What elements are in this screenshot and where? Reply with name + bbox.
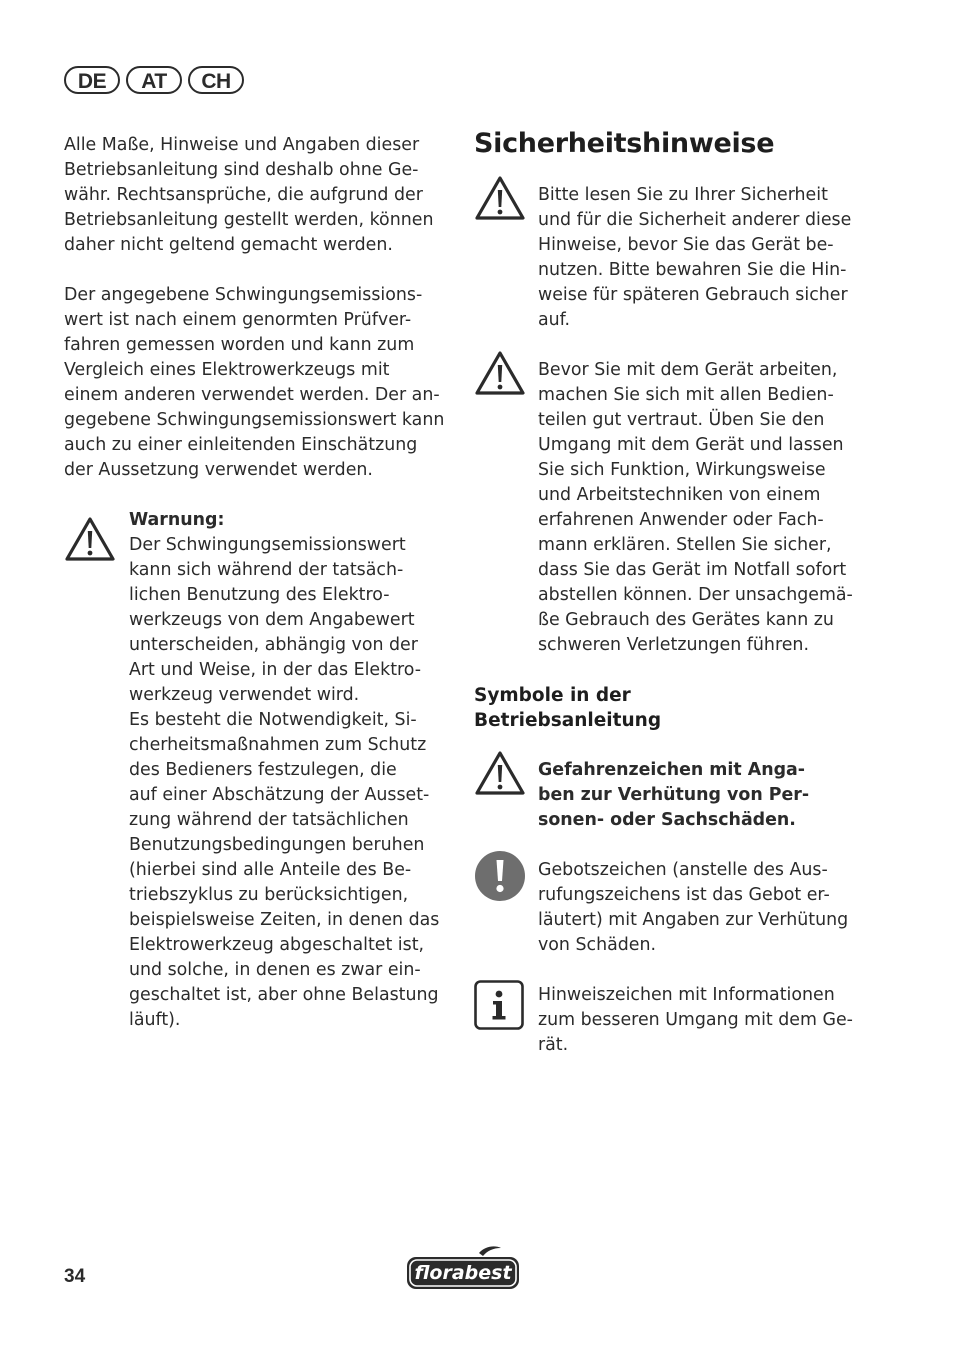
- paragraph-disclaimer: Alle Maße, Hinweise und Angaben dieser Betriebsanleitung sind deshalb ohne Ge- währ. Rechtsansprüche, die aufgrund der Betriebsanleitung gestellt werden, können daher nicht geltend gemacht werden.: [64, 135, 434, 255]
- symbol-danger: [474, 758, 874, 833]
- safety-notice-familiarize: [474, 358, 874, 658]
- safety-notice-read: [474, 183, 874, 333]
- safety-heading: Sicherheitshinweise: [474, 128, 775, 159]
- warning-title: Warnung:: [129, 510, 225, 530]
- warning-triangle-icon: [64, 516, 116, 562]
- warning-triangle-icon: [474, 350, 526, 396]
- logo-text: florabest: [414, 1262, 512, 1284]
- language-badge-at: AT: [126, 66, 182, 94]
- warning-text: Der Schwingungsemissionswert kann sich während der tatsäch- lichen Benutzung des Elektro- werkzeugs von dem Angabewert unterscheiden, abhängig von der Art und Weise, in der das Elektro- werkzeug verwendet wird. Es besteht die Notwendigkeit, Si- cherheitsmaßnahmen zum Schutz des Bedieners festzulegen, die auf einer Abschätzung der Ausset- zung während der tatsächlichen Benutzungsbedingungen beruhen (hierbei sind alle Anteile des Be- triebszyklus zu berücksichtigen, beispielsweise Zeiten, in denen das Elektrowerkzeug abgeschaltet ist, und solche, in denen es zwar ein- geschaltet ist, aber ohne Belastung läuft).: [129, 535, 440, 1030]
- symbol-danger-text: Gefahrenzeichen mit Anga- ben zur Verhütung von Per- sonen- oder Sachschäden.: [538, 760, 810, 830]
- symbol-mandatory: [474, 858, 874, 958]
- warning-block: [64, 508, 454, 1033]
- symbol-info-text: Hinweiszeichen mit Informationen zum besseren Umgang mit dem Ge- rät.: [538, 985, 853, 1055]
- mandatory-exclamation-icon: [474, 850, 526, 902]
- symbol-info: [474, 983, 874, 1058]
- page-number: 34: [64, 1266, 86, 1287]
- florabest-logo: [405, 1245, 521, 1291]
- right-column: [474, 126, 874, 1058]
- warning-triangle-icon: [474, 175, 526, 221]
- paragraph-vibration-emission: Der angegebene Schwingungsemissions- wert ist nach einem genormten Prüfver- fahren gemessen worden und kann zum Vergleich eines Elektrowerkzeugs mit einem anderen verwendet werden. Der an- gegebene Schwingungsemissionswert kann auch zu einer einleitenden Einschätzung der Aussetzung verwendet werden.: [64, 285, 445, 480]
- symbols-heading: Symbole in der Betriebsanleitung: [474, 685, 662, 731]
- safety-notice-familiarize-text: Bevor Sie mit dem Gerät arbeiten, machen Sie sich mit allen Bedien- teilen gut vertraut. Üben Sie den Umgang mit dem Gerät und lassen Sie sich Funktion, Wirkungsweise und Arbeitstechniken von einem erfahrenen Anwender oder Fach- mann erklären. Stellen Sie sicher, dass Sie das Gerät im Notfall sofort abstellen können. Der unsachgemä- ße Gebrauch des Gerätes kann zu schweren Verletzungen führen.: [538, 360, 853, 655]
- info-icon: [474, 980, 524, 1030]
- language-badges: [64, 66, 244, 94]
- left-column: [64, 133, 454, 1033]
- warning-triangle-icon: [474, 750, 526, 796]
- safety-notice-read-text: Bitte lesen Sie zu Ihrer Sicherheit und für die Sicherheit anderer diese Hinweise, bevor Sie das Gerät be- nutzen. Bitte bewahren Sie die Hin- weise für späteren Gebrauch sicher auf.: [538, 185, 852, 330]
- symbol-mandatory-text: Gebotszeichen (anstelle des Aus- rufungszeichens ist das Gebot er- läutert) mit Angaben zur Verhütung von Schäden.: [538, 860, 849, 955]
- language-badge-ch: CH: [188, 66, 244, 94]
- language-badge-de: DE: [64, 66, 120, 94]
